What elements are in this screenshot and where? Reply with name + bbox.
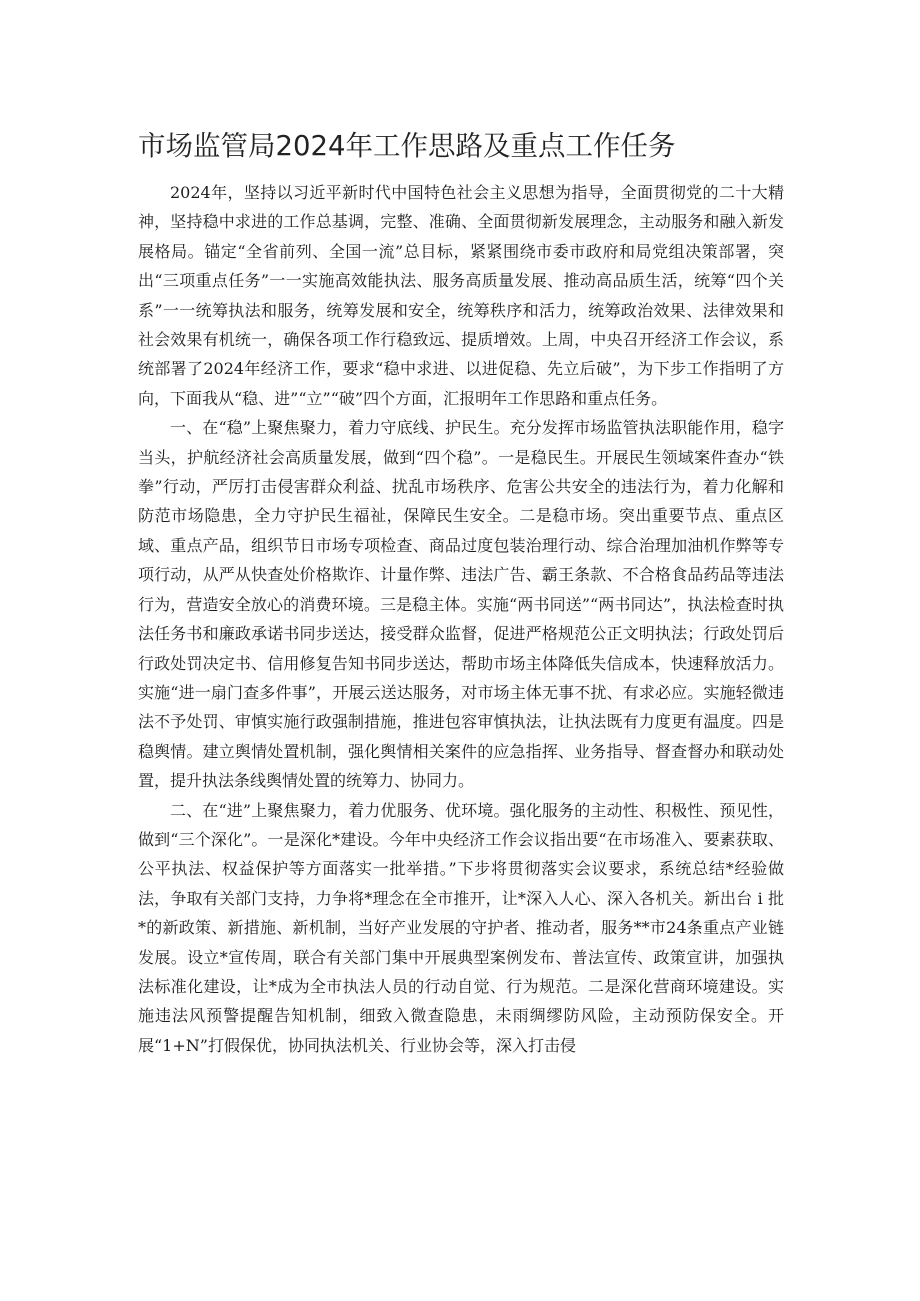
paragraph-section-two: 二、在“进”上聚焦聚力，着力优服务、优环境。强化服务的主动性、积极性、预见性，做到“三个深化”。一是深化*建设。今年中央经济工作会议指出要“在市场准入、要素获取、公平执法、权益保护等方面落实一批举措。”下步将贯彻落实会议要求，系统总结*经验做法，争取有关部门支持，力争将*理念在全市推开，让*深入人心、深入各机关。新出台 i 批*的新政策、新措施、新机制，当好产业发展的守护者、推动者，服务**市24条重点产业链发展。设立*宣传周，联合有关部门集中开展典型案例发布、普法宣传、政策宣讲，加强执法标准化建设，让*成为全市执法人员的行动自觉、行为规范。二是深化营商环境建设。实施违法风预警提醒告知机制，细致入微查隐患，未雨绸缪防风险，主动预防保安全。开展“1+N”打假保优，协同执法机关、行业协会等，深入打击侵 [138,800,784,1055]
paragraph-section-one: 一、在“稳”上聚焦聚力，着力守底线、护民生。充分发挥市场监管执法职能作用，稳字当头，护航经济社会高质量发展，做到“四个稳”。一是稳民生。开展民生领域案件查办“铁拳”行动，严厉打击侵害群众利益、扰乱市场秩序、危害公共安全的违法行为，着力化解和防范市场隐患，全力守护民生福祉，保障民生安全。二是稳市场。突出重要节点、重点区域、重点产品，组织节日市场专项检查、商品过度包装治理行动、综合治理加油机作弊等专项行动，从严从快查处价格欺诈、计量作弊、违法广告、霸王条款、不合格食品药品等违法行为，营造安全放心的消费环境。三是稳主体。实施“两书同送”“两书同达”，执法检查时执法任务书和廉政承诺书同步送达，接受群众监督，促进严格规范公正文明执法；行政处罚后行政处罚决定书、信用修复告知书同步送达，帮助市场主体降低失信成本，快速释放活力。实施“进一扇门查多件事”，开展云送达服务，对市场主体无事不扰、有求必应。实施轻微违法不予处罚、审慎实施行政强制措施，推进包容审慎执法，让执法既有力度更有温度。四是稳舆情。建立舆情处置机制，强化舆情相关案件的应急指挥、业务指导、督查督办和联动处置，提升执法条线舆情处置的统筹力、协同力。 [138,418,784,791]
document-body [138,178,784,1060]
document-title: 市场监管局2024年工作思路及重点工作任务 [138,130,676,162]
paragraph-intro: 2024年，坚持以习近平新时代中国特色社会主义思想为指导，全面贯彻党的二十大精神，坚持稳中求进的工作总基调，完整、准确、全面贯彻新发展理念，主动服务和融入新发展格局。锚定“全省前列、全国一流”总目标，紧紧围绕市委市政府和局党组决策部署，突出“三项重点任务”一一实施高效能执法、服务高质量发展、推动高品质生活，统筹“四个关系”一一统筹执法和服务，统筹发展和安全，统筹秩序和活力，统筹政治效果、法律效果和社会效果有机统一，确保各项工作行稳致远、提质增效。上周，中央召开经济工作会议，系统部署了2024年经济工作，要求“稳中求进、以进促稳、先立后破”，为下步工作指明了方向，下面我从“稳、进”“立”“破”四个方面，汇报明年工作思路和重点任务。 [138,183,784,408]
